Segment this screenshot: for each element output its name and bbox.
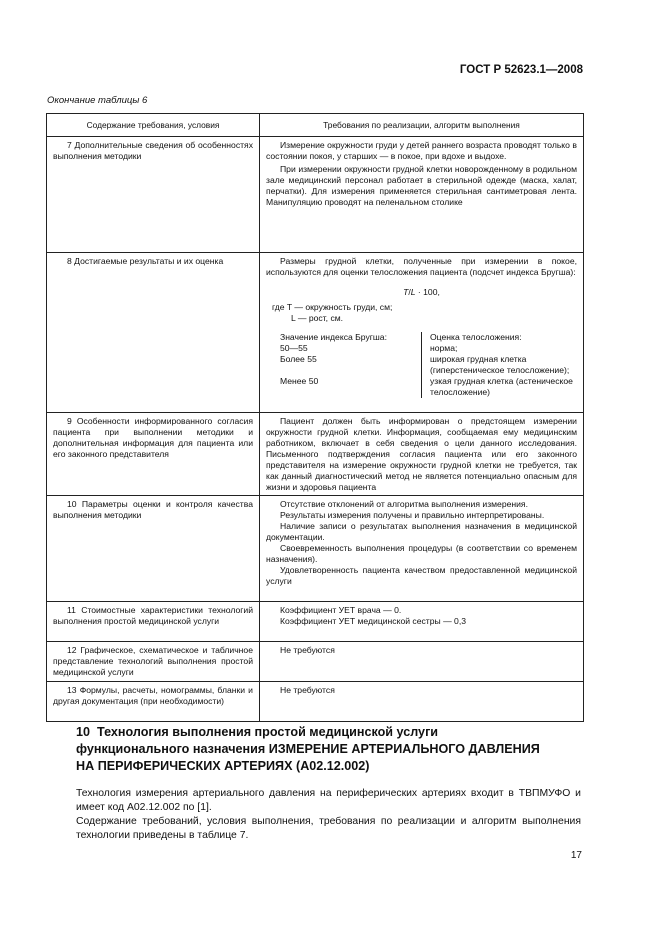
row-requirement: 10 Параметры оценки и контроля качества выполнения методики xyxy=(47,496,260,602)
row-requirement: 8 Достигаемые результаты и их оценка xyxy=(47,253,260,413)
brugsch-index-table: Значение индекса Бругша: 50—55 Более 55 Менее 50 Оценка телосложения: норма; широкая грудная клетка (гиперстеническое телосложение); узкая грудная клетка (астеническое телосложение) xyxy=(266,332,577,398)
table-header-row xyxy=(47,114,584,137)
row-implementation: Не требуются xyxy=(260,682,584,722)
row-requirement: 11 Стоимостные характеристики технологий выполнения простой медицинской услуги xyxy=(47,602,260,642)
table-row xyxy=(47,253,584,413)
formula-legend-t: где T — окружность груди, см; xyxy=(272,302,393,312)
column-header-implementation: Требования по реализации, алгоритм выполнения xyxy=(260,114,584,137)
row-requirement: 9 Особенности информированного согласия пациента при выполнении методики и дополнительная информация для пациента или его законного представителя xyxy=(47,413,260,496)
table-row xyxy=(47,496,584,602)
row-implementation: Размеры грудной клетки, полученные при измерении в покое, используются для оценки телосложения пациента (подсчет индекса Бругша): T/L · 100, где T — окружность груди, см; L — рост, см. Значение индекса Бругша: 50—55 Более 55 Менее 50 Оценка телосложения: норма; широкая грудная клетка (гиперстеническое телосложение); узкая грудная клетка (астеническое телосложение) xyxy=(260,253,584,413)
row-requirement: 12 Графическое, схематическое и табличное представление технологий выполнения простой медицинской услуги xyxy=(47,642,260,682)
row-implementation: Коэффициент УЕТ врача — 0. Коэффициент УЕТ медицинской сестры — 0,3 xyxy=(260,602,584,642)
table-row xyxy=(47,682,584,722)
section-title: 10 Технология выполнения простой медицинской услуги функционального назначения ИЗМЕРЕНИЕ АРТЕРИАЛЬНОГО ДАВЛЕНИЯ НА ПЕРИФЕРИЧЕСКИХ АРТЕРИЯХ (А02.12.002) xyxy=(76,725,540,773)
table-row xyxy=(47,413,584,496)
table-caption: Окончание таблицы 6 xyxy=(47,95,148,106)
section-number: 10 xyxy=(76,725,91,739)
section-paragraph-1: Технология измерения артериального давления на периферических артериях входит в ТВПМУФО и имеет код А02.12.002 по [1]. xyxy=(76,788,581,813)
document-code: ГОСТ Р 52623.1—2008 xyxy=(459,64,583,76)
column-header-requirement: Содержание требования, условия xyxy=(47,114,260,137)
requirements-table xyxy=(46,113,584,722)
row-implementation: Отсутствие отклонений от алгоритма выполнения измерения. Результаты измерения получены и правильно интерпретированы. Наличие записи о результатах выполнения назначения в медицинской документации. Своевременность выполнения процедуры (в соответствии со временем назначения). Удовлетворенность пациента качеством предоставленной медицинской услуги xyxy=(260,496,584,602)
table-row xyxy=(47,137,584,253)
page-number: 17 xyxy=(570,850,582,861)
row-implementation: Пациент должен быть информирован о предстоящем измерении окружности грудной клетки. Информация, сообщаемая ему медицинским работником, включает в себя сведения о цели данного исследования. Письменного подтверждения согласия пациента или его законного представителя на измерение окружности грудной клетки не требуется, так как данный диагностический метод не является потенциально опасным для жизни и здоровья пациента xyxy=(260,413,584,496)
section-paragraph-2: Содержание требований, условия выполнения, требования по реализации и алгоритм выполнения технологии приведены в таблице 7. xyxy=(76,816,581,841)
table-row xyxy=(47,602,584,642)
row-implementation: Измерение окружности груди у детей раннего возраста проводят только в состоянии покоя, у старших — в покое, при вдохе и выдохе. При измерении окружности грудной клетки новорожденному в родильном зале медицинский персонал работает в стерильной одежде (маска, халат, перчатки). Для измерения применяется стерильная сантиметровая лента. Манипуляцию проводят на пеленальном столике xyxy=(260,137,584,253)
brugsch-formula: T/L · 100, xyxy=(403,287,440,297)
formula-legend-l: L — рост, см. xyxy=(291,313,344,323)
row-requirement: 13 Формулы, расчеты, номограммы, бланки и другая документация (при необходимости) xyxy=(47,682,260,722)
row-implementation: Не требуются xyxy=(260,642,584,682)
row-requirement: 7 Дополнительные сведения об особенностях выполнения методики xyxy=(47,137,260,253)
table-row xyxy=(47,642,584,682)
